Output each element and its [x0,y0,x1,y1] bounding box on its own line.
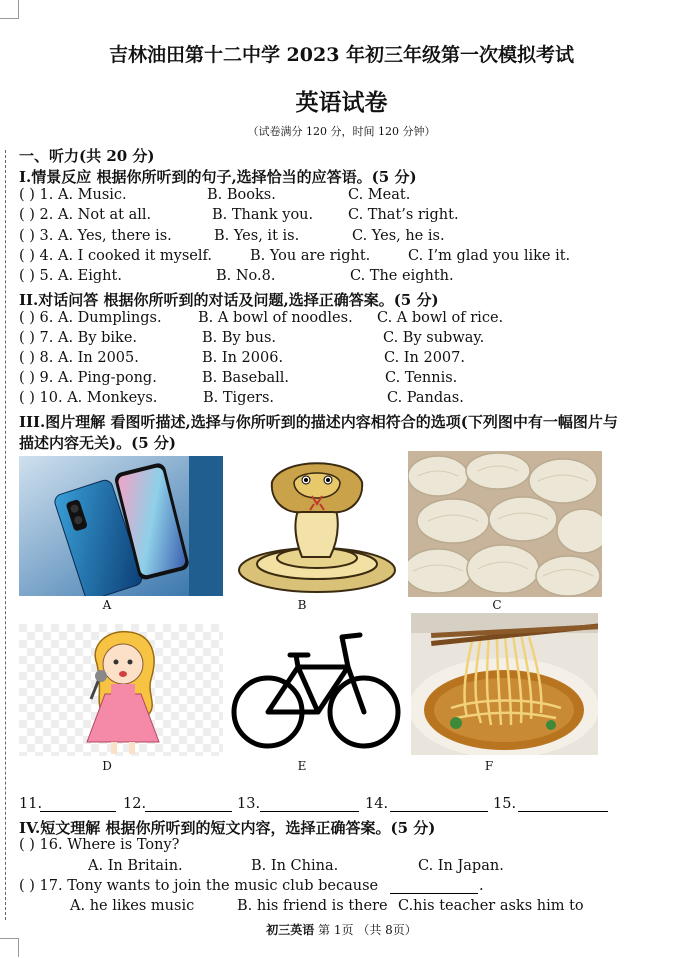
question-4-option-b: B. You are right. [250,248,371,264]
picture-a-label: A [102,598,112,612]
question-6-option-b: B. A bowl of noodles. [198,310,353,326]
page-footer [0,921,683,938]
picture-d-singing-girl [19,624,223,756]
question-1: ( ) 1. A. Music. [19,187,127,203]
blank-14-line[interactable] [390,811,488,812]
question-10-option-c: C. Pandas. [387,390,464,406]
question-2-option-c: C. That’s right. [348,207,459,223]
question-17-option-a: A. he likes music [70,898,195,914]
exam-note: （试卷满分 120 分，时间 120 分钟） [247,125,436,138]
question-4-option-c: C. I’m glad you like it. [408,248,571,264]
question-9: ( ) 9. A. Ping-pong. [19,370,157,386]
question-8-option-c: C. In 2007. [384,350,465,366]
question-1-option-c: C. Meat. [348,187,411,203]
footer-page: 第 1页 [318,923,354,937]
blank-13-line[interactable] [260,811,359,812]
exam-title: 吉林油田第十二中学 2023 年初三年级第一次模拟考试 [108,44,575,66]
question-7-option-c: C. By subway. [383,330,485,346]
question-17-option-b: B. his friend is there [237,898,388,914]
question-17-blank[interactable] [390,893,478,894]
question-3-option-b: B. Yes, it is. [214,228,300,244]
picture-f-label: F [484,759,494,773]
picture-c-dumplings [408,451,602,597]
question-7-option-b: B. By bus. [202,330,277,346]
question-2-option-b: B. Thank you. [212,207,314,223]
blank-15-label: 15. [493,796,517,812]
question-16: ( ) 16. Where is Tony? [19,837,180,853]
question-4: ( ) 4. A. I cooked it myself. [19,248,212,264]
footer-total: （共 8页） [357,923,417,937]
question-8-option-b: B. In 2006. [202,350,284,366]
question-9-option-b: B. Baseball. [202,370,290,386]
question-17-period: . [479,878,484,894]
question-16-option-c: C. In Japan. [418,858,504,874]
question-5-option-b: B. No.8. [216,268,276,284]
question-9-option-c: C. Tennis. [385,370,458,386]
sec3-heading-line1: III.图片理解 看图听描述,选择与你所听到的描述内容相符合的选项(下列图中有一幅图片与 [19,413,618,431]
question-16-option-a: A. In Britain. [88,858,183,874]
picture-b-snake [232,452,402,597]
question-3: ( ) 3. A. Yes, there is. [19,228,172,244]
question-17: ( ) 17. Tony wants to join the music club because [19,878,379,894]
part1-heading: 一、听力(共 20 分) [19,147,155,165]
question-6: ( ) 6. A. Dumplings. [19,310,162,326]
picture-e-bicycle [230,627,402,753]
question-16-option-b: B. In China. [251,858,339,874]
picture-a-phones [19,456,223,596]
picture-f-noodles [411,613,598,755]
question-6-option-c: C. A bowl of rice. [377,310,504,326]
sec3-heading-line2: 描述内容无关)。(5 分) [19,434,176,452]
blank-11-label: 11. [19,796,43,812]
question-5: ( ) 5. A. Eight. [19,268,122,284]
binding-margin-line [5,150,6,920]
blank-12-line[interactable] [145,811,232,812]
question-7: ( ) 7. A. By bike. [19,330,138,346]
corner-mark-bottom [0,938,19,957]
blank-13-label: 13. [237,796,261,812]
exam-subject: 英语试卷 [295,89,388,116]
picture-b-label: B [297,598,307,612]
corner-mark-top [0,0,19,19]
picture-c-label: C [492,598,502,612]
question-10-option-b: B. Tigers. [203,390,275,406]
question-17-option-c: C.his teacher asks him to [398,898,584,914]
blank-14-label: 14. [365,796,389,812]
footer-subject: 初三英语 [266,923,315,937]
picture-e-label: E [297,759,307,773]
sec4-heading: IV.短文理解 根据你所听到的短文内容，选择正确答案。(5 分) [19,819,436,837]
sec2-heading: II.对话问答 根据你所听到的对话及问题,选择正确答案。(5 分) [19,291,439,309]
question-2: ( ) 2. A. Not at all. [19,207,152,223]
blank-15-line[interactable] [518,811,608,812]
question-10: ( ) 10. A. Monkeys. [19,390,158,406]
question-3-option-c: C. Yes, he is. [352,228,445,244]
blank-12-label: 12. [123,796,147,812]
question-8: ( ) 8. A. In 2005. [19,350,139,366]
blank-11-line[interactable] [40,811,116,812]
picture-d-label: D [102,759,112,773]
sec1-heading: I.情景反应 根据你所听到的句子,选择恰当的应答语。(5 分) [19,168,417,186]
question-5-option-c: C. The eighth. [350,268,454,284]
question-1-option-b: B. Books. [207,187,276,203]
